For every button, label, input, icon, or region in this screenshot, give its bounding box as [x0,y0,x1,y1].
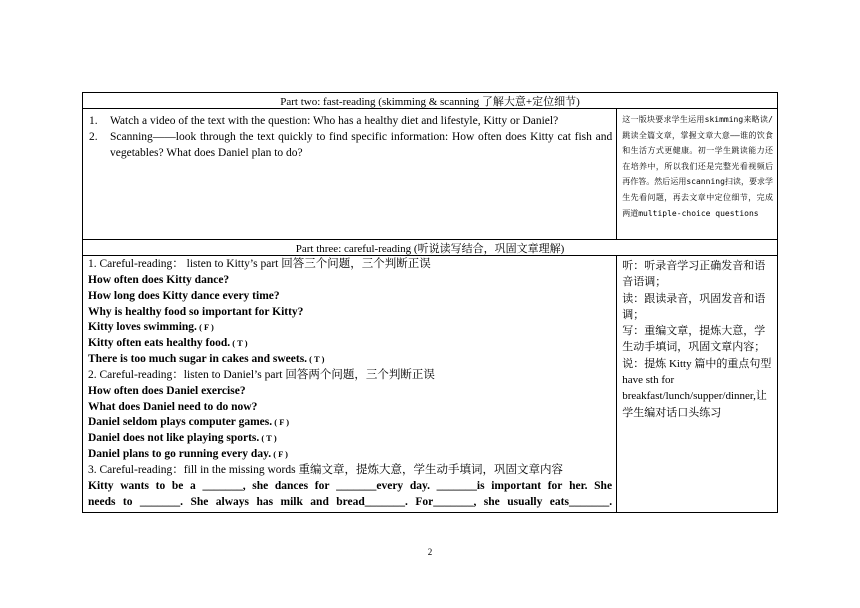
line-text: How long does Kitty dance every time? [88,289,280,302]
fill-in-line-2 [88,495,612,511]
activity-line [88,447,612,463]
activity-line [88,384,612,400]
lesson-plan-table [82,92,778,513]
fill-word: eats_______. [549,495,613,508]
part-two-title: Part two: fast-reading (skimming & scanning 了解大意+定位细节) [280,95,580,108]
fill-word: for [547,479,563,492]
answer-mark: ( T ) [230,338,248,349]
activity-line [88,415,612,431]
activity-line [88,400,612,416]
answer-mark: ( F ) [271,449,288,460]
fill-word: be [171,479,184,492]
list-item [89,129,612,161]
fill-word: a [190,479,196,492]
fill-word: _______every [336,479,404,492]
page-number: 2 [427,547,433,557]
note-line: 说：提炼 Kitty 篇中的重点句型 have sth for breakfast/lunch/supper/dinner,让学生编对话口头练习 [622,357,772,419]
line-text: 3. Careful-reading：fill in the missing words 重编文章，提炼大意，学生动手填词，巩固文章内容 [88,463,563,476]
activity-line [88,289,612,305]
fill-word: milk [280,495,303,508]
part-three-header [83,240,777,256]
line-text: What does Daniel need to do now? [88,400,258,413]
answer-mark: ( F ) [272,417,290,428]
fill-word: for [314,479,330,492]
fill-word: She [594,479,613,492]
part-two-note: 这一版块要求学生运用skimming来略读/跳读全篇文章，掌握文章大意——谁的饮食和生活方式更健康。初一学生跳读能力还在培养中，所以我们还是完整光看视频后再作答。然后运用scanning扫读，要求学生先看问题，再去文章中定位细节，完成两道multiple-choice questions [622,115,773,218]
part-three-lines [88,257,612,479]
fill-word: needs [88,495,116,508]
part-three-note [617,256,777,512]
answer-mark: ( F ) [196,322,214,333]
fill-word: she [252,479,269,492]
line-text: 1. Careful-reading： listen to Kitty’s part 回答三个问题，三个判断正误 [88,258,431,270]
note-line: 听：听录音学习正确发音和语音语调； [622,260,766,289]
line-text: How often does Daniel exercise? [88,384,246,397]
fill-word: usually [507,495,543,508]
line-text: Daniel does not like playing sports. [88,432,260,445]
fill-word: She [190,495,209,508]
fill-word: always [215,495,250,508]
fill-word: her. [569,479,588,492]
activity-line [88,305,612,321]
activity-line [88,336,612,352]
line-text: Daniel seldom plays computer games. [88,416,273,429]
part-three-activities [83,256,617,512]
part-two-header [83,93,777,109]
fill-word: _______, [202,479,246,492]
fill-word: to [155,479,166,492]
fill-word: day. [409,479,430,492]
fill-word: bread_______. [336,495,408,508]
item-text: Watch a video of the text with the question: Who has a healthy diet and lifestyle, Kitty or Daniel? [110,115,559,127]
fill-word: Kitty [88,479,114,492]
part-three-title: Part three: careful-reading (听说读写结合，巩固文章理解) [295,242,565,255]
item-text: Scanning——look through the text quickly to find specific information: How often does Kitty cat fish and vegetables? What does Daniel plan to do? [110,131,613,159]
line-text: 2. Careful-reading：listen to Daniel’s part 回答两个问题，三个判断正误 [88,368,435,381]
part-two-list [89,113,612,161]
note-line: 写：重编文章，提炼大意，学生动手填词，巩固文章内容； [622,325,766,354]
line-text: There is too much sugar in cakes and sweets. [88,353,308,366]
fill-word: _______. [139,495,184,508]
answer-mark: ( T ) [307,354,325,365]
line-text: Daniel plans to go running every day. [88,448,272,461]
part-two-activities [83,109,617,239]
fill-word: to [122,495,133,508]
fill-word: important [491,479,542,492]
fill-word: dances [274,479,309,492]
activity-line [88,320,612,336]
line-text: Why is healthy food so important for Kitty? [88,305,304,318]
activity-line [88,352,612,368]
item-number: 2. [89,131,98,143]
note-line: 读：跟读录音，巩固发音和语调； [622,292,766,321]
line-text: How often does Kitty dance? [88,273,230,286]
fill-word: has [256,495,274,508]
activity-line [88,463,612,479]
activity-line [88,368,612,384]
item-number: 1. [89,115,98,127]
fill-word: _______is [436,479,485,492]
part-three-row [83,256,777,512]
activity-line [88,431,612,447]
activity-line [88,257,612,273]
part-two-row [83,109,777,240]
fill-word: she [483,495,500,508]
fill-in-line-1 [88,479,612,495]
fill-word: For_______, [415,495,477,508]
fill-word: wants [120,479,149,492]
line-text: Kitty loves swimming. [88,321,197,334]
list-item [89,113,612,129]
answer-mark: ( T ) [259,433,277,444]
activity-line [88,273,612,289]
line-text: Kitty often eats healthy food. [88,337,231,350]
fill-word: and [310,495,329,508]
